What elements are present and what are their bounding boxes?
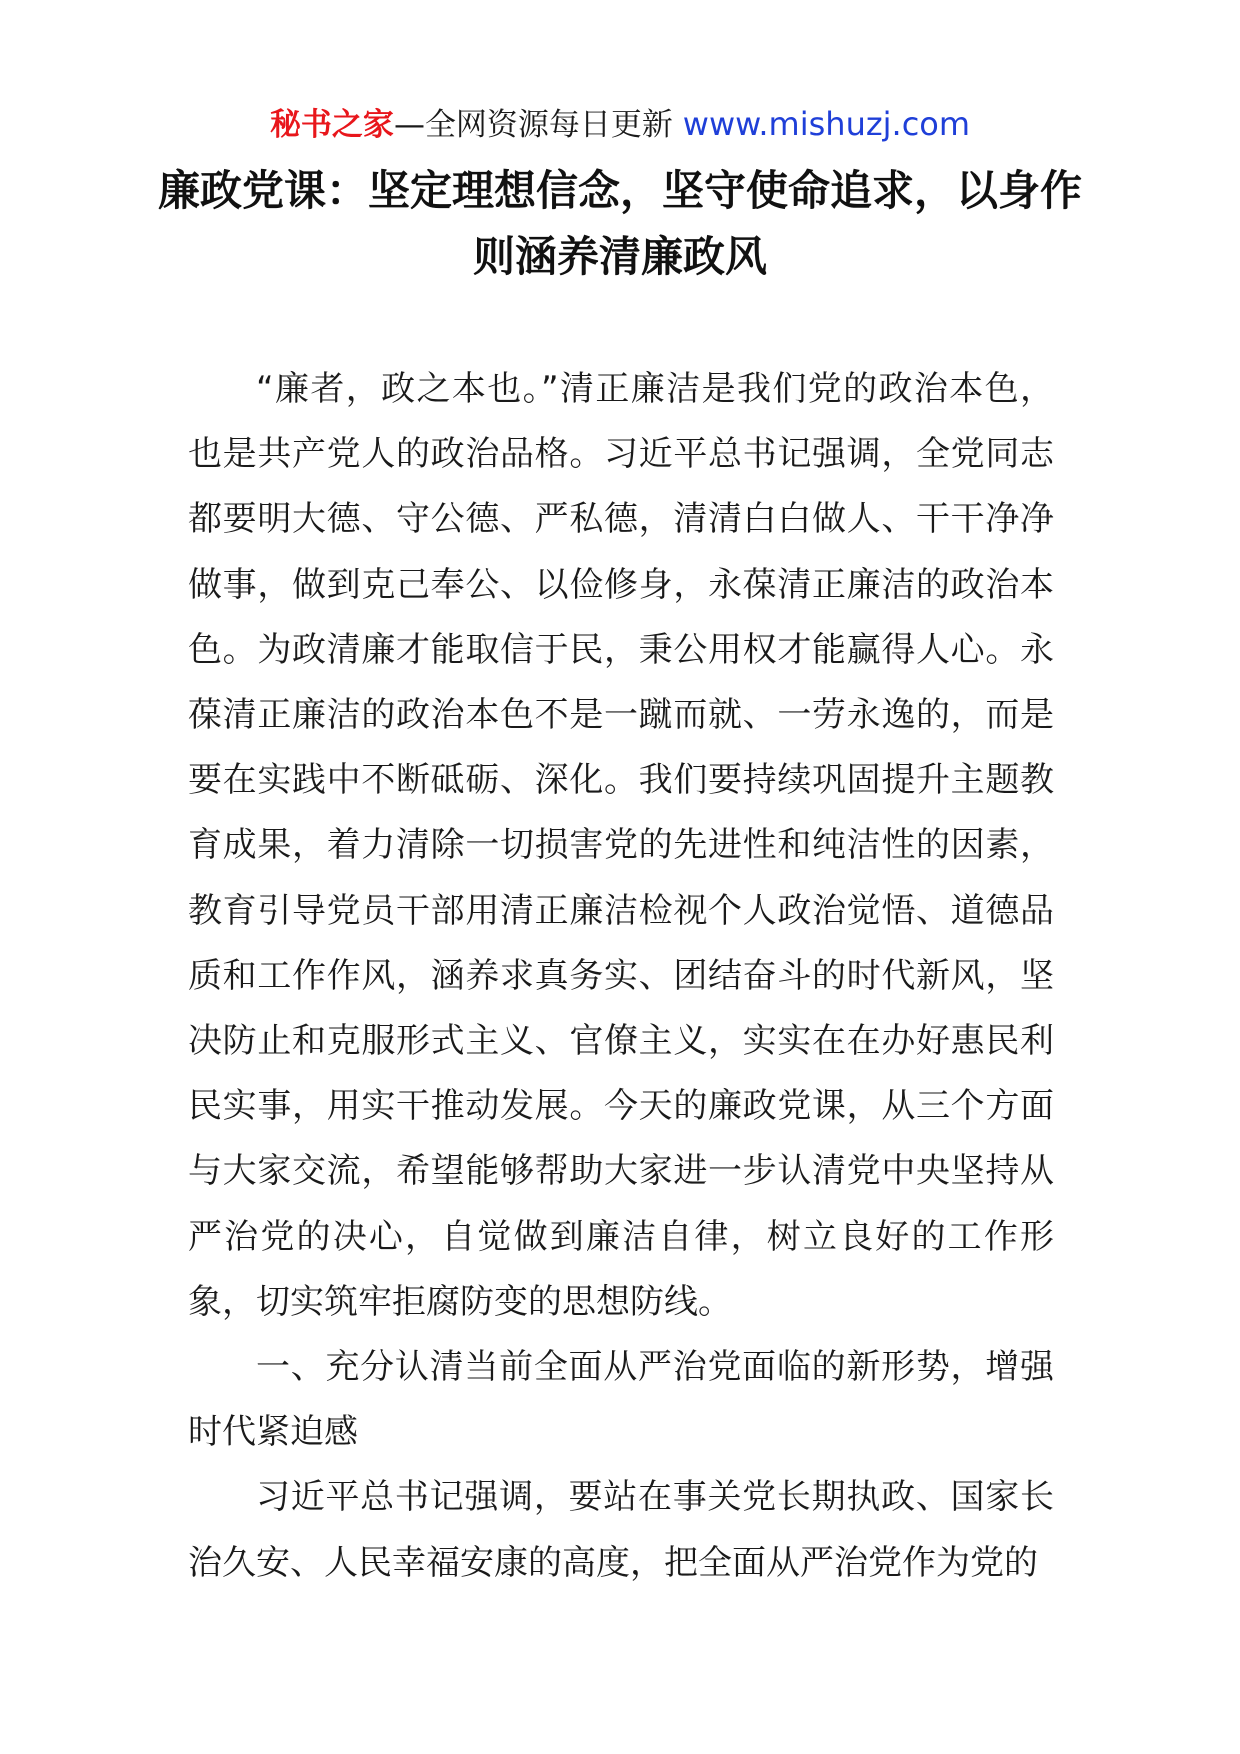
- brand-name[interactable]: 秘书之家: [269, 107, 394, 143]
- section-paragraph-1: 习近平总书记强调，要站在事关党长期执政、国家长治久安、人民幸福安康的高度，把全面从严治党作为党的: [188, 1477, 1054, 1583]
- document-title: 廉政党课：坚定理想信念，坚守使命追求，以身作则涵养清廉政风: [157, 166, 1082, 281]
- site-url-link[interactable]: www.mishuzj.com: [682, 105, 971, 143]
- site-header: [0, 104, 1240, 145]
- header-tagline: —全网资源每日更新: [393, 107, 673, 143]
- section-heading-1: 一、充分认清当前全面从严治党面临的新形势，增强时代紧迫感: [188, 1347, 1054, 1453]
- intro-paragraph: “廉者，政之本也。”清正廉洁是我们党的政治本色，也是共产党人的政治品格。习近平总书记强调，全党同志都要明大德、守公德、严私德，清清白白做人、干干净净做事，做到克己奉公、以俭修身，永葆清正廉洁的政治本色。为政清廉才能取信于民，秉公用权才能赢得人心。永葆清正廉洁的政治本色不是一蹴而就、一劳永逸的，而是要在实践中不断砥砺、深化。我们要持续巩固提升主题教育成果，着力清除一切损害党的先进性和纯洁性的因素，教育引导党员干部用清正廉洁检视个人政治觉悟、道德品质和工作作风，涵养求真务实、团结奋斗的时代新风，坚决防止和克服形式主义、官僚主义，实实在在办好惠民利民实事，用实干推动发展。今天的廉政党课，从三个方面与大家交流，希望能够帮助大家进一步认清党中央坚持从严治党的决心，自觉做到廉洁自律，树立良好的工作形象，切实筑牢拒腐防变的思想防线。: [188, 369, 1054, 1322]
- document-body: [188, 357, 1054, 1596]
